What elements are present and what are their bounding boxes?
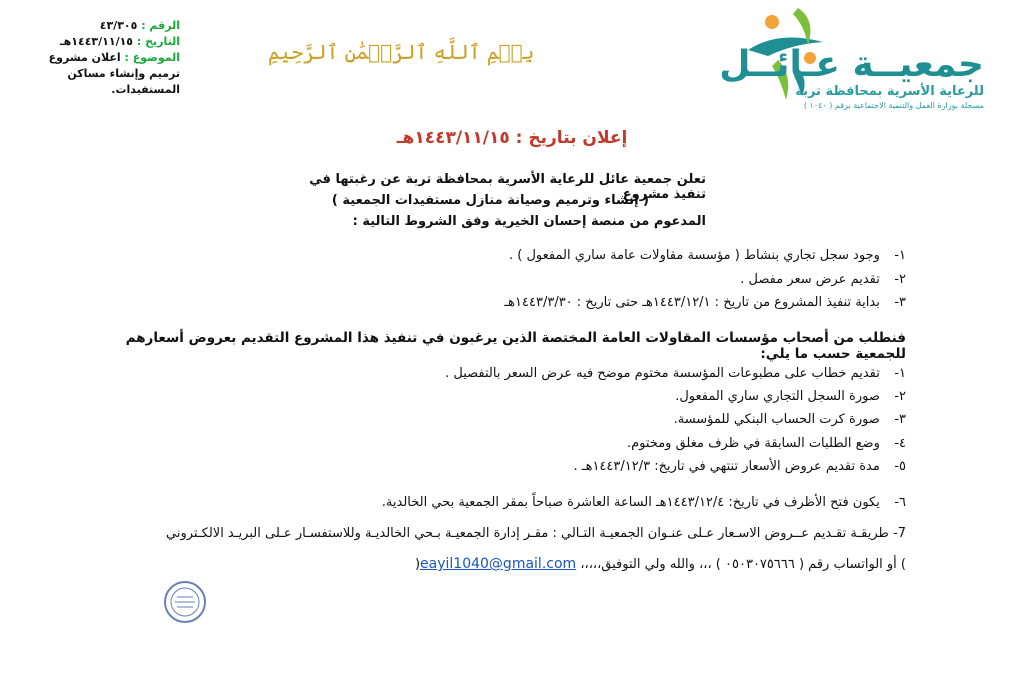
document-item: ١- تقديم خطاب على مطبوعات المؤسسة مختوم موضح فيه عرض السعر بالتفصيل . <box>445 366 906 381</box>
official-stamp-icon <box>163 580 207 624</box>
document-meta <box>40 18 180 98</box>
logo-name: جمعيــة عـائــل <box>719 44 984 85</box>
reference-number: الرقم : ٤٣/٣٠٥ <box>99 19 180 32</box>
subject-continued-1: ترميم وإنشاء مساكن <box>67 67 180 80</box>
intro-line-3: المدعوم من منصة إحسان الخيرية وفق الشروط التالية : <box>352 214 706 229</box>
document-item: ٥- مدة تقديم عروض الأسعار تنتهي في تاريخ: ١٤٤٣/١٢/٣هـ . <box>573 459 906 474</box>
announcement-title: إعلان بتاريخ : ١٤٤٣/١١/١٥هـ <box>396 128 628 148</box>
subject-continued-2: المستفيدات. <box>111 83 180 96</box>
requirement-item: ٢- تقديم عرض سعر مفصل . <box>740 272 906 287</box>
document-subject: الموضوع : اعلان مشروع <box>48 51 180 64</box>
request-paragraph: فنطلب من أصحاب مؤسسات المقاولات العامة المختصة الذين يرغبون في تنفيذ هذا المشروع التقديم بعروض أسعارهم للجمعية حسب ما يلي: <box>125 330 906 362</box>
contact-line: ) أو الواتساب رقم ( ٠٥٠٣٠٧٥٦٦٦ ) ،،، والله ولي التوفيق،،،،، eayil1040@gmail.com( <box>414 556 906 572</box>
logo-registration: مسجلة بوزارة العمل والتنمية الاجتماعية برقم ( ١٠٤٠ ) <box>803 101 984 110</box>
document-item: ٣- صورة كرت الحساب البنكي للمؤسسة. <box>673 412 906 427</box>
requirement-item: ٣- بداية تنفيذ المشروع من تاريخ : ١٤٤٣/١٢/١هـ حتى تاريخ : ١٤٤٣/٣/٣٠هـ <box>504 295 906 310</box>
intro-line-1: تعلن جمعية عائل للرعاية الأسرية بمحافظة تربة عن رغبتها في تنفيذ مشروع <box>309 172 706 202</box>
submission-method-item: 7- طريقـة تقـديم عــروض الاسـعار عـلى عنـوان الجمعيـة التـالي : مقـر إدارة الجمعيـة بـحي الخالديـة وللاستفسـار عـلى البريـد الالكـتروني <box>166 526 906 541</box>
basmala: بِسۡمِ ٱللَّهِ ٱلرَّحۡمَٰنِ ٱلرَّحِيمِ <box>268 40 535 64</box>
email-link[interactable]: eayil1040@gmail.com <box>420 556 577 572</box>
requirement-item: ١- وجود سجل تجاري بنشاط ( مؤسسة مقاولات عامة ساري المفعول ) . <box>509 248 906 263</box>
intro-line-2: ( إنشاء وترميم وصيانة منازل مستفيدات الجمعية ) <box>331 193 649 208</box>
document-date: التاريخ : ١٤٤٣/١١/١٥هـ <box>59 35 180 48</box>
logo-subtitle: للرعاية الأسرية بمحافظة تربة <box>795 84 984 99</box>
document-item: ٤- وضع الطلبات السابقة في ظرف مغلق ومختوم. <box>626 436 906 451</box>
document-item: ٢- صورة السجل التجاري ساري المفعول. <box>675 389 906 404</box>
envelope-opening-item: ٦- يكون فتح الأظرف في تاريخ: ١٤٤٣/١٢/٤هـ الساعة العاشرة صباحاً بمقر الجمعية بحي الخالدية. <box>381 495 906 510</box>
